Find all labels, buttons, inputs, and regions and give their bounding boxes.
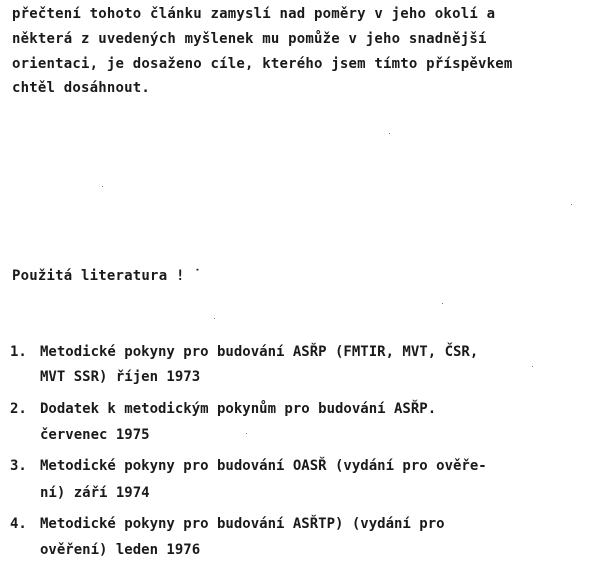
intro-line: přečtení tohoto článku zamyslí nad poměry v jeho okolí a (12, 6, 496, 22)
reference-text: Metodické pokyny pro budování ASŘP (FMTIR, MVT, ČSR, (40, 344, 479, 360)
reference-number: 3. (10, 458, 27, 474)
scan-speck (246, 433, 247, 434)
reference-text: Metodické pokyny pro budování OASŘ (vydání pro ověře- (40, 458, 487, 474)
reference-text: červenec 1975 (40, 427, 150, 443)
reference-text: Metodické pokyny pro budování ASŘTP) (vydání pro (40, 516, 445, 532)
reference-number: 2. (10, 401, 27, 417)
intro-line: orientaci, je dosaženo cíle, kterého jsem tímto příspěvkem (12, 56, 513, 72)
reference-text: Dodatek k metodickým pokynům pro budování ASŘP. (40, 401, 437, 417)
reference-text: ní) září 1974 (40, 485, 150, 501)
scan-speck (389, 133, 390, 134)
reference-text: ověření) leden 1976 (40, 542, 201, 558)
scan-speck (214, 318, 215, 319)
scan-speck (102, 186, 103, 187)
reference-text: MVT SSR) říjen 1973 (40, 369, 201, 385)
scan-speck (571, 204, 572, 205)
intro-line: některá z uvedených myšlenek mu pomůže v jeho snadnější (12, 31, 487, 47)
references-heading: Použitá literatura ! ˙ (12, 268, 202, 284)
reference-number: 4. (10, 516, 27, 532)
reference-number: 1. (10, 344, 27, 360)
scan-speck (532, 366, 533, 367)
intro-line: chtěl dosáhnout. (12, 80, 151, 96)
scan-speck (442, 303, 443, 304)
